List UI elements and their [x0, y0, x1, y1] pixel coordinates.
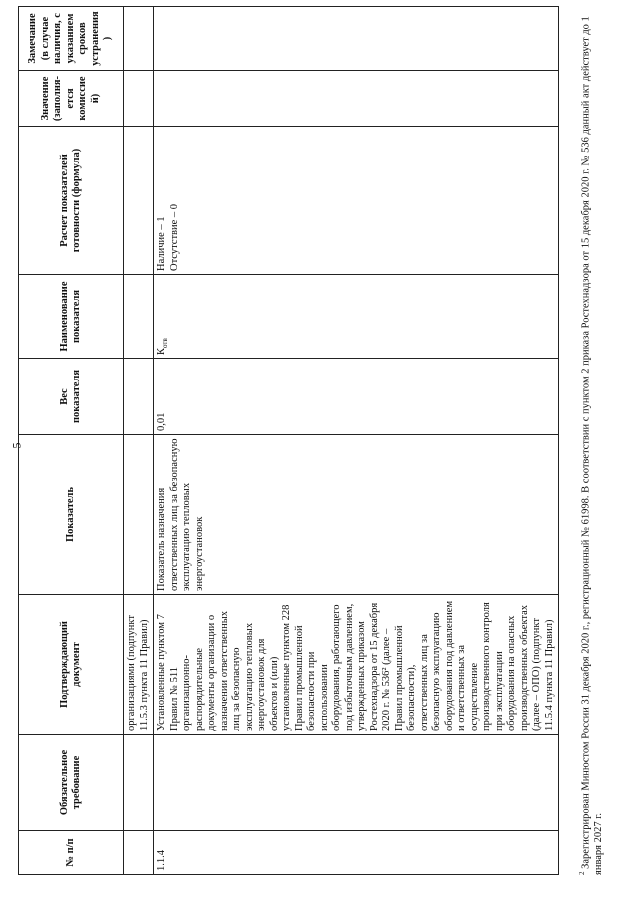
header-requirement: Обязательное требование — [19, 735, 124, 831]
header-indicator-name: Наименование показателя — [19, 275, 124, 359]
cell-indicator: Показатель назначения ответственных лиц за безопасную эксплуатацию тепловых энергоустановок — [154, 435, 559, 595]
cell-note — [154, 7, 559, 71]
header-number: № п/п — [19, 831, 124, 875]
cell-empty — [124, 71, 154, 127]
table-row-continuation — [124, 7, 154, 875]
indicator-subscript: отв — [161, 338, 170, 348]
cell-document: Установленные пунктом 7 Правил № 511 организационно-распорядительные документы организации о назначении ответственных лиц за безопасную эксплуатацию тепловых энергоустановок для объектов и (или) установленные пунктом 228 Правил промышленной безопасности при использовании оборудования, работающего под избыточным давлением, утвержденных приказом Ростехнадзора от 15 декабря 2020 г. № 536² (далее – Правил промышленной безопасности), ответственных лиц за безопасную эксплуатацию оборудования под давлением и ответственных за осуществление производственного контроля при эксплуатации оборудования на опасных производственных объектах (далее – ОПО) (подпункт 11.5.4 пункта 11 Правил) — [154, 595, 559, 735]
header-note: Замечание (в случае наличия, с указанием сроков устранения) — [19, 7, 124, 71]
footnote-text: Зарегистрирован Минюстом России 31 декабря 2020 г., регистрационный № 61998. В соответствии с пунктом 2 приказа Ростехнадзора от 15 декабря 2020 г. № 536 данный акт действует до 1 января 2027 г. — [580, 16, 604, 875]
cell-document-continuation: организациями (подпункт 11.5.3 пункта 11 Правил) — [124, 595, 154, 735]
cell-requirement-empty — [124, 735, 154, 831]
cell-value — [154, 71, 559, 127]
header-calculation: Расчет показателей готовности (формула) — [19, 127, 124, 275]
calc-presence: Наличие – 1 — [156, 216, 167, 271]
header-value: Значение (заполня-ется комиссией) — [19, 71, 124, 127]
cell-empty — [124, 127, 154, 275]
header-indicator: Показатель — [19, 435, 124, 595]
readiness-table — [18, 6, 559, 875]
table-header-row — [19, 7, 124, 875]
cell-number: 1.1.4 — [154, 831, 559, 875]
table-row-1-1-4 — [154, 7, 559, 875]
calc-absence: Отсутствие – 0 — [168, 203, 180, 271]
cell-weight: 0,01 — [154, 359, 559, 435]
cell-calculation — [154, 127, 559, 275]
header-document: Подтверждающий документ — [19, 595, 124, 735]
cell-requirement — [154, 735, 559, 831]
cell-empty — [124, 7, 154, 71]
cell-indicator-name — [154, 275, 559, 359]
footnote-mark: 2 — [578, 871, 586, 875]
cell-empty — [124, 359, 154, 435]
header-weight: Вес показателя — [19, 359, 124, 435]
page-number: 5 — [9, 442, 24, 449]
cell-empty — [124, 435, 154, 595]
cell-empty — [124, 275, 154, 359]
indicator-symbol: К — [156, 347, 167, 355]
footnote — [576, 15, 606, 875]
cell-number-empty — [124, 831, 154, 875]
